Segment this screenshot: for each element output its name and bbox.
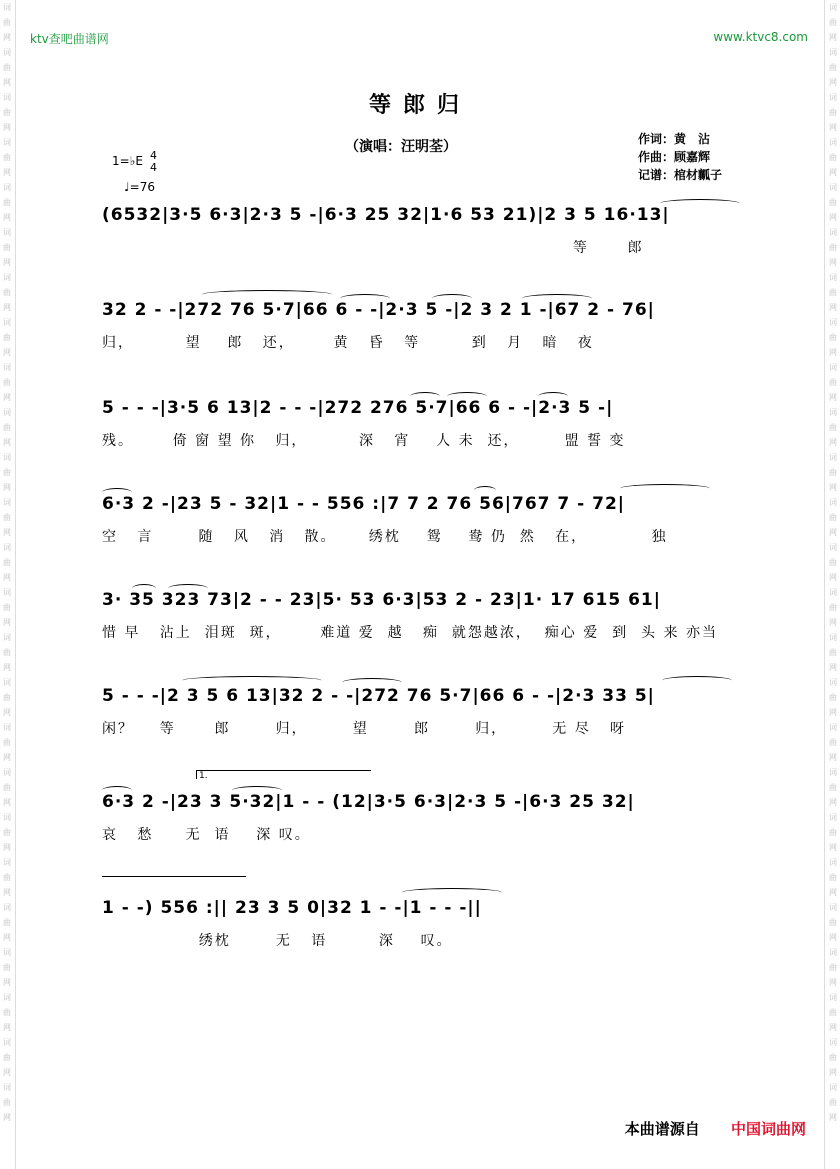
watermark-char: 网 — [829, 1023, 837, 1032]
watermark-char: 曲 — [3, 648, 11, 657]
watermark-char: 词 — [3, 813, 11, 822]
watermark-char: 词 — [3, 768, 11, 777]
slur-mark — [410, 392, 440, 401]
notation-line: (6532|3·5 6·3|2·3 5 -|6·3 25 32|1·6 53 21)|2 3 5 16·13| — [102, 205, 670, 225]
watermark-char: 曲 — [829, 423, 837, 432]
watermark-char: 词 — [829, 273, 837, 282]
watermark-char: 网 — [829, 438, 837, 447]
watermark-char: 网 — [3, 438, 11, 447]
watermark-char: 曲 — [829, 738, 837, 747]
watermark-char: 词 — [829, 48, 837, 57]
watermark-char: 网 — [829, 933, 837, 942]
slur-mark — [168, 584, 208, 593]
watermark-char: 曲 — [829, 603, 837, 612]
watermark-char: 曲 — [3, 603, 11, 612]
watermark-char: 网 — [829, 33, 837, 42]
lyrics-line: 空 言 随 风 消 散。 绣枕 鸳 鸯 仍 然 在， 独 — [102, 529, 668, 545]
watermark-char: 词 — [829, 93, 837, 102]
watermark-char: 曲 — [829, 693, 837, 702]
watermark-char: 曲 — [829, 18, 837, 27]
watermark-char: 网 — [829, 258, 837, 267]
watermark-char: 曲 — [3, 918, 11, 927]
watermark-char: 网 — [3, 258, 11, 267]
watermark-char: 网 — [829, 798, 837, 807]
watermark-char: 曲 — [829, 783, 837, 792]
watermark-char: 曲 — [3, 693, 11, 702]
right-watermark-strip — [826, 0, 840, 1169]
notation-line: 6·3 2 -|23 3 5·32|1 - - (12|3·5 6·3|2·3 5 -|6·3 25 32| — [102, 792, 635, 812]
watermark-char: 词 — [829, 3, 837, 12]
watermark-char: 词 — [829, 1083, 837, 1092]
watermark-char: 曲 — [3, 108, 11, 117]
watermark-char: 词 — [3, 363, 11, 372]
watermark-char: 曲 — [3, 828, 11, 837]
footer-source-label: 本曲谱源自 — [624, 1120, 700, 1138]
time-signature — [150, 150, 157, 174]
watermark-char: 词 — [3, 723, 11, 732]
watermark-char: 词 — [829, 228, 837, 237]
watermark-char: 网 — [3, 843, 11, 852]
watermark-char: 网 — [829, 303, 837, 312]
watermark-char: 曲 — [829, 918, 837, 927]
watermark-char: 词 — [3, 903, 11, 912]
song-title: 等郎归 — [368, 93, 471, 118]
watermark-char: 曲 — [829, 468, 837, 477]
key-signature-block — [112, 150, 182, 200]
watermark-char: 词 — [829, 723, 837, 732]
watermark-char: 词 — [3, 93, 11, 102]
tempo-marking: ♩=76 — [124, 180, 155, 194]
watermark-char: 网 — [3, 528, 11, 537]
watermark-char: 网 — [3, 168, 11, 177]
watermark-char: 网 — [829, 483, 837, 492]
time-signature-top: 4 — [150, 149, 157, 162]
watermark-char: 曲 — [829, 873, 837, 882]
watermark-char: 网 — [3, 123, 11, 132]
credits-block — [638, 130, 722, 184]
lyrics-line: 闲？ 等 郎 归， 望 郎 归， 无 尽 呀 — [102, 721, 627, 737]
watermark-char: 曲 — [829, 63, 837, 72]
watermark-char: 曲 — [3, 1053, 11, 1062]
header-site-name[interactable]: ktv查吧曲谱网 — [30, 32, 109, 46]
watermark-char: 词 — [829, 633, 837, 642]
slur-mark — [660, 199, 740, 208]
slur-mark — [102, 786, 132, 795]
watermark-char: 词 — [829, 363, 837, 372]
watermark-char: 网 — [3, 978, 11, 987]
watermark-char: 网 — [3, 348, 11, 357]
watermark-char: 曲 — [3, 1008, 11, 1017]
watermark-char: 词 — [3, 273, 11, 282]
watermark-char: 网 — [3, 33, 11, 42]
watermark-char: 词 — [3, 1038, 11, 1047]
lyrics-line: 绣枕 无 语 深 叹。 — [102, 933, 453, 949]
watermark-char: 曲 — [829, 243, 837, 252]
footer-source — [625, 1118, 806, 1139]
watermark-char: 曲 — [829, 513, 837, 522]
watermark-char: 词 — [3, 993, 11, 1002]
watermark-char: 网 — [829, 123, 837, 132]
slur-mark — [432, 294, 472, 303]
watermark-char: 曲 — [829, 108, 837, 117]
lyrics-line: 惜 早 沾上 泪斑 斑， 难道 爱 越 痴 就怨越浓， 痴心 爱 到 头 来 亦当 — [102, 625, 718, 641]
watermark-char: 词 — [3, 498, 11, 507]
watermark-char: 网 — [829, 978, 837, 987]
watermark-char: 曲 — [3, 243, 11, 252]
watermark-char: 词 — [829, 813, 837, 822]
watermark-char: 曲 — [3, 423, 11, 432]
watermark-char: 曲 — [3, 63, 11, 72]
lyrics-line: 等 郎 — [102, 240, 644, 256]
watermark-char: 网 — [829, 528, 837, 537]
slur-mark — [102, 488, 132, 497]
watermark-char: 曲 — [3, 963, 11, 972]
watermark-char: 词 — [3, 228, 11, 237]
slur-mark — [474, 486, 496, 495]
watermark-char: 词 — [3, 408, 11, 417]
watermark-char: 网 — [829, 753, 837, 762]
watermark-char: 网 — [3, 1113, 11, 1122]
watermark-char: 网 — [829, 663, 837, 672]
watermark-char: 词 — [829, 588, 837, 597]
singer-credit: （演唱：汪明荃） — [345, 139, 457, 155]
watermark-char: 曲 — [3, 783, 11, 792]
key-signature: 1=♭E — [112, 154, 143, 168]
watermark-char: 词 — [3, 633, 11, 642]
watermark-char: 曲 — [3, 513, 11, 522]
watermark-char: 曲 — [3, 468, 11, 477]
watermark-char: 网 — [3, 708, 11, 717]
watermark-char: 网 — [3, 1023, 11, 1032]
watermark-char: 曲 — [3, 873, 11, 882]
left-border-line — [15, 0, 16, 1169]
watermark-char: 曲 — [829, 1098, 837, 1107]
watermark-char: 词 — [829, 453, 837, 462]
watermark-char: 词 — [829, 678, 837, 687]
watermark-char: 曲 — [3, 378, 11, 387]
right-border-line — [824, 0, 825, 1169]
watermark-char: 词 — [829, 408, 837, 417]
watermark-char: 曲 — [829, 153, 837, 162]
lyrics-line: 哀 愁 无 语 深 叹。 — [102, 827, 311, 843]
watermark-char: 网 — [3, 213, 11, 222]
watermark-char: 词 — [829, 498, 837, 507]
notation-line: 5 - - -|3·5 6 13|2 - - -|272 276 5·7|66 6 - -|2·3 5 -| — [102, 398, 614, 418]
notation-line: 3· 35 323 73|2 - - 23|5· 53 6·3|53 2 - 23|1· 17 615 61| — [102, 590, 661, 610]
slur-mark — [620, 484, 710, 493]
slur-mark — [132, 584, 156, 593]
watermark-char: 词 — [829, 138, 837, 147]
watermark-char: 词 — [829, 318, 837, 327]
watermark-char: 词 — [3, 318, 11, 327]
slur-mark — [522, 294, 592, 303]
watermark-char: 曲 — [3, 288, 11, 297]
watermark-char: 网 — [829, 1113, 837, 1122]
watermark-char: 曲 — [3, 153, 11, 162]
watermark-char: 词 — [3, 543, 11, 552]
watermark-char: 网 — [3, 933, 11, 942]
slur-mark — [538, 392, 568, 401]
notation-line: 1 - -) 556 :|| 23 3 5 0|32 1 - -|1 - - -|| — [102, 898, 482, 918]
watermark-char: 网 — [829, 573, 837, 582]
slur-mark — [447, 392, 487, 401]
notation-line: 5 - - -|2 3 5 6 13|32 2 - -|272 76 5·7|66 6 - -|2·3 33 5| — [102, 686, 655, 706]
watermark-char: 曲 — [3, 1098, 11, 1107]
lyrics-line: 归， 望 郎 还， 黄 昏 等 到 月 暗 夜 — [102, 335, 594, 351]
slur-mark — [342, 678, 402, 687]
watermark-char: 网 — [829, 393, 837, 402]
slur-mark — [340, 294, 390, 303]
transcriber-credit: 记谱：棺材瓤子 — [638, 168, 723, 182]
header-site-url[interactable]: www.ktvc8.com — [713, 30, 808, 44]
watermark-char: 网 — [829, 843, 837, 852]
watermark-char: 曲 — [829, 648, 837, 657]
slur-mark — [202, 290, 332, 299]
watermark-char: 网 — [829, 888, 837, 897]
slur-mark — [182, 676, 322, 685]
watermark-char: 词 — [3, 1083, 11, 1092]
watermark-char: 网 — [829, 348, 837, 357]
time-signature-bottom: 4 — [150, 161, 157, 174]
watermark-char: 词 — [829, 768, 837, 777]
slur-mark — [662, 676, 732, 685]
watermark-char: 曲 — [829, 963, 837, 972]
watermark-char: 曲 — [829, 288, 837, 297]
watermark-char: 词 — [829, 948, 837, 957]
watermark-char: 曲 — [829, 1008, 837, 1017]
watermark-char: 词 — [829, 858, 837, 867]
watermark-char: 曲 — [3, 198, 11, 207]
watermark-char: 词 — [829, 183, 837, 192]
watermark-char: 网 — [829, 78, 837, 87]
watermark-char: 网 — [3, 888, 11, 897]
watermark-char: 网 — [3, 798, 11, 807]
lyrics-line: 残。 倚 窗 望 你 归， 深 宵 人 未 还， 盟 誓 变 — [102, 433, 626, 449]
watermark-char: 网 — [829, 1068, 837, 1077]
first-ending-bracket: 1. — [196, 770, 371, 779]
watermark-char: 词 — [3, 3, 11, 12]
watermark-char: 词 — [3, 678, 11, 687]
ending-bracket-continued — [102, 876, 246, 885]
watermark-char: 网 — [829, 708, 837, 717]
watermark-char: 网 — [3, 663, 11, 672]
watermark-char: 网 — [829, 618, 837, 627]
watermark-char: 网 — [3, 618, 11, 627]
watermark-char: 词 — [3, 48, 11, 57]
watermark-char: 曲 — [3, 558, 11, 567]
watermark-char: 曲 — [829, 828, 837, 837]
watermark-char: 网 — [3, 573, 11, 582]
watermark-char: 词 — [3, 453, 11, 462]
watermark-char: 曲 — [3, 333, 11, 342]
watermark-char: 网 — [3, 753, 11, 762]
watermark-char: 词 — [829, 1038, 837, 1047]
watermark-char: 曲 — [829, 198, 837, 207]
watermark-char: 网 — [3, 78, 11, 87]
watermark-char: 曲 — [829, 558, 837, 567]
watermark-char: 词 — [3, 588, 11, 597]
watermark-char: 词 — [3, 138, 11, 147]
watermark-char: 曲 — [3, 18, 11, 27]
watermark-char: 曲 — [829, 333, 837, 342]
watermark-char: 网 — [3, 393, 11, 402]
watermark-char: 词 — [829, 543, 837, 552]
watermark-char: 曲 — [829, 378, 837, 387]
lyricist-credit: 作词：黄 沾 — [638, 132, 711, 146]
watermark-char: 曲 — [829, 1053, 837, 1062]
left-watermark-strip — [0, 0, 14, 1169]
watermark-char: 曲 — [3, 738, 11, 747]
watermark-char: 网 — [3, 483, 11, 492]
watermark-char: 网 — [3, 1068, 11, 1077]
watermark-char: 词 — [829, 993, 837, 1002]
slur-mark — [232, 786, 282, 795]
watermark-char: 词 — [3, 183, 11, 192]
watermark-char: 网 — [829, 168, 837, 177]
watermark-char: 词 — [3, 858, 11, 867]
watermark-char: 网 — [3, 303, 11, 312]
slur-mark — [402, 888, 502, 897]
watermark-char: 词 — [3, 948, 11, 957]
watermark-char: 网 — [829, 213, 837, 222]
composer-credit: 作曲：顾嘉辉 — [638, 150, 711, 164]
watermark-char: 词 — [829, 903, 837, 912]
notation-line: 6·3 2 -|23 5 - 32|1 - - 556 :|7 7 2 76 56|767 7 - 72| — [102, 494, 625, 514]
notation-line: 32 2 - -|272 76 5·7|66 6 - -|2·3 5 -|2 3 2 1 -|67 2 - 76| — [102, 300, 655, 320]
footer-site-link[interactable]: 中国词曲网 — [730, 1120, 806, 1138]
